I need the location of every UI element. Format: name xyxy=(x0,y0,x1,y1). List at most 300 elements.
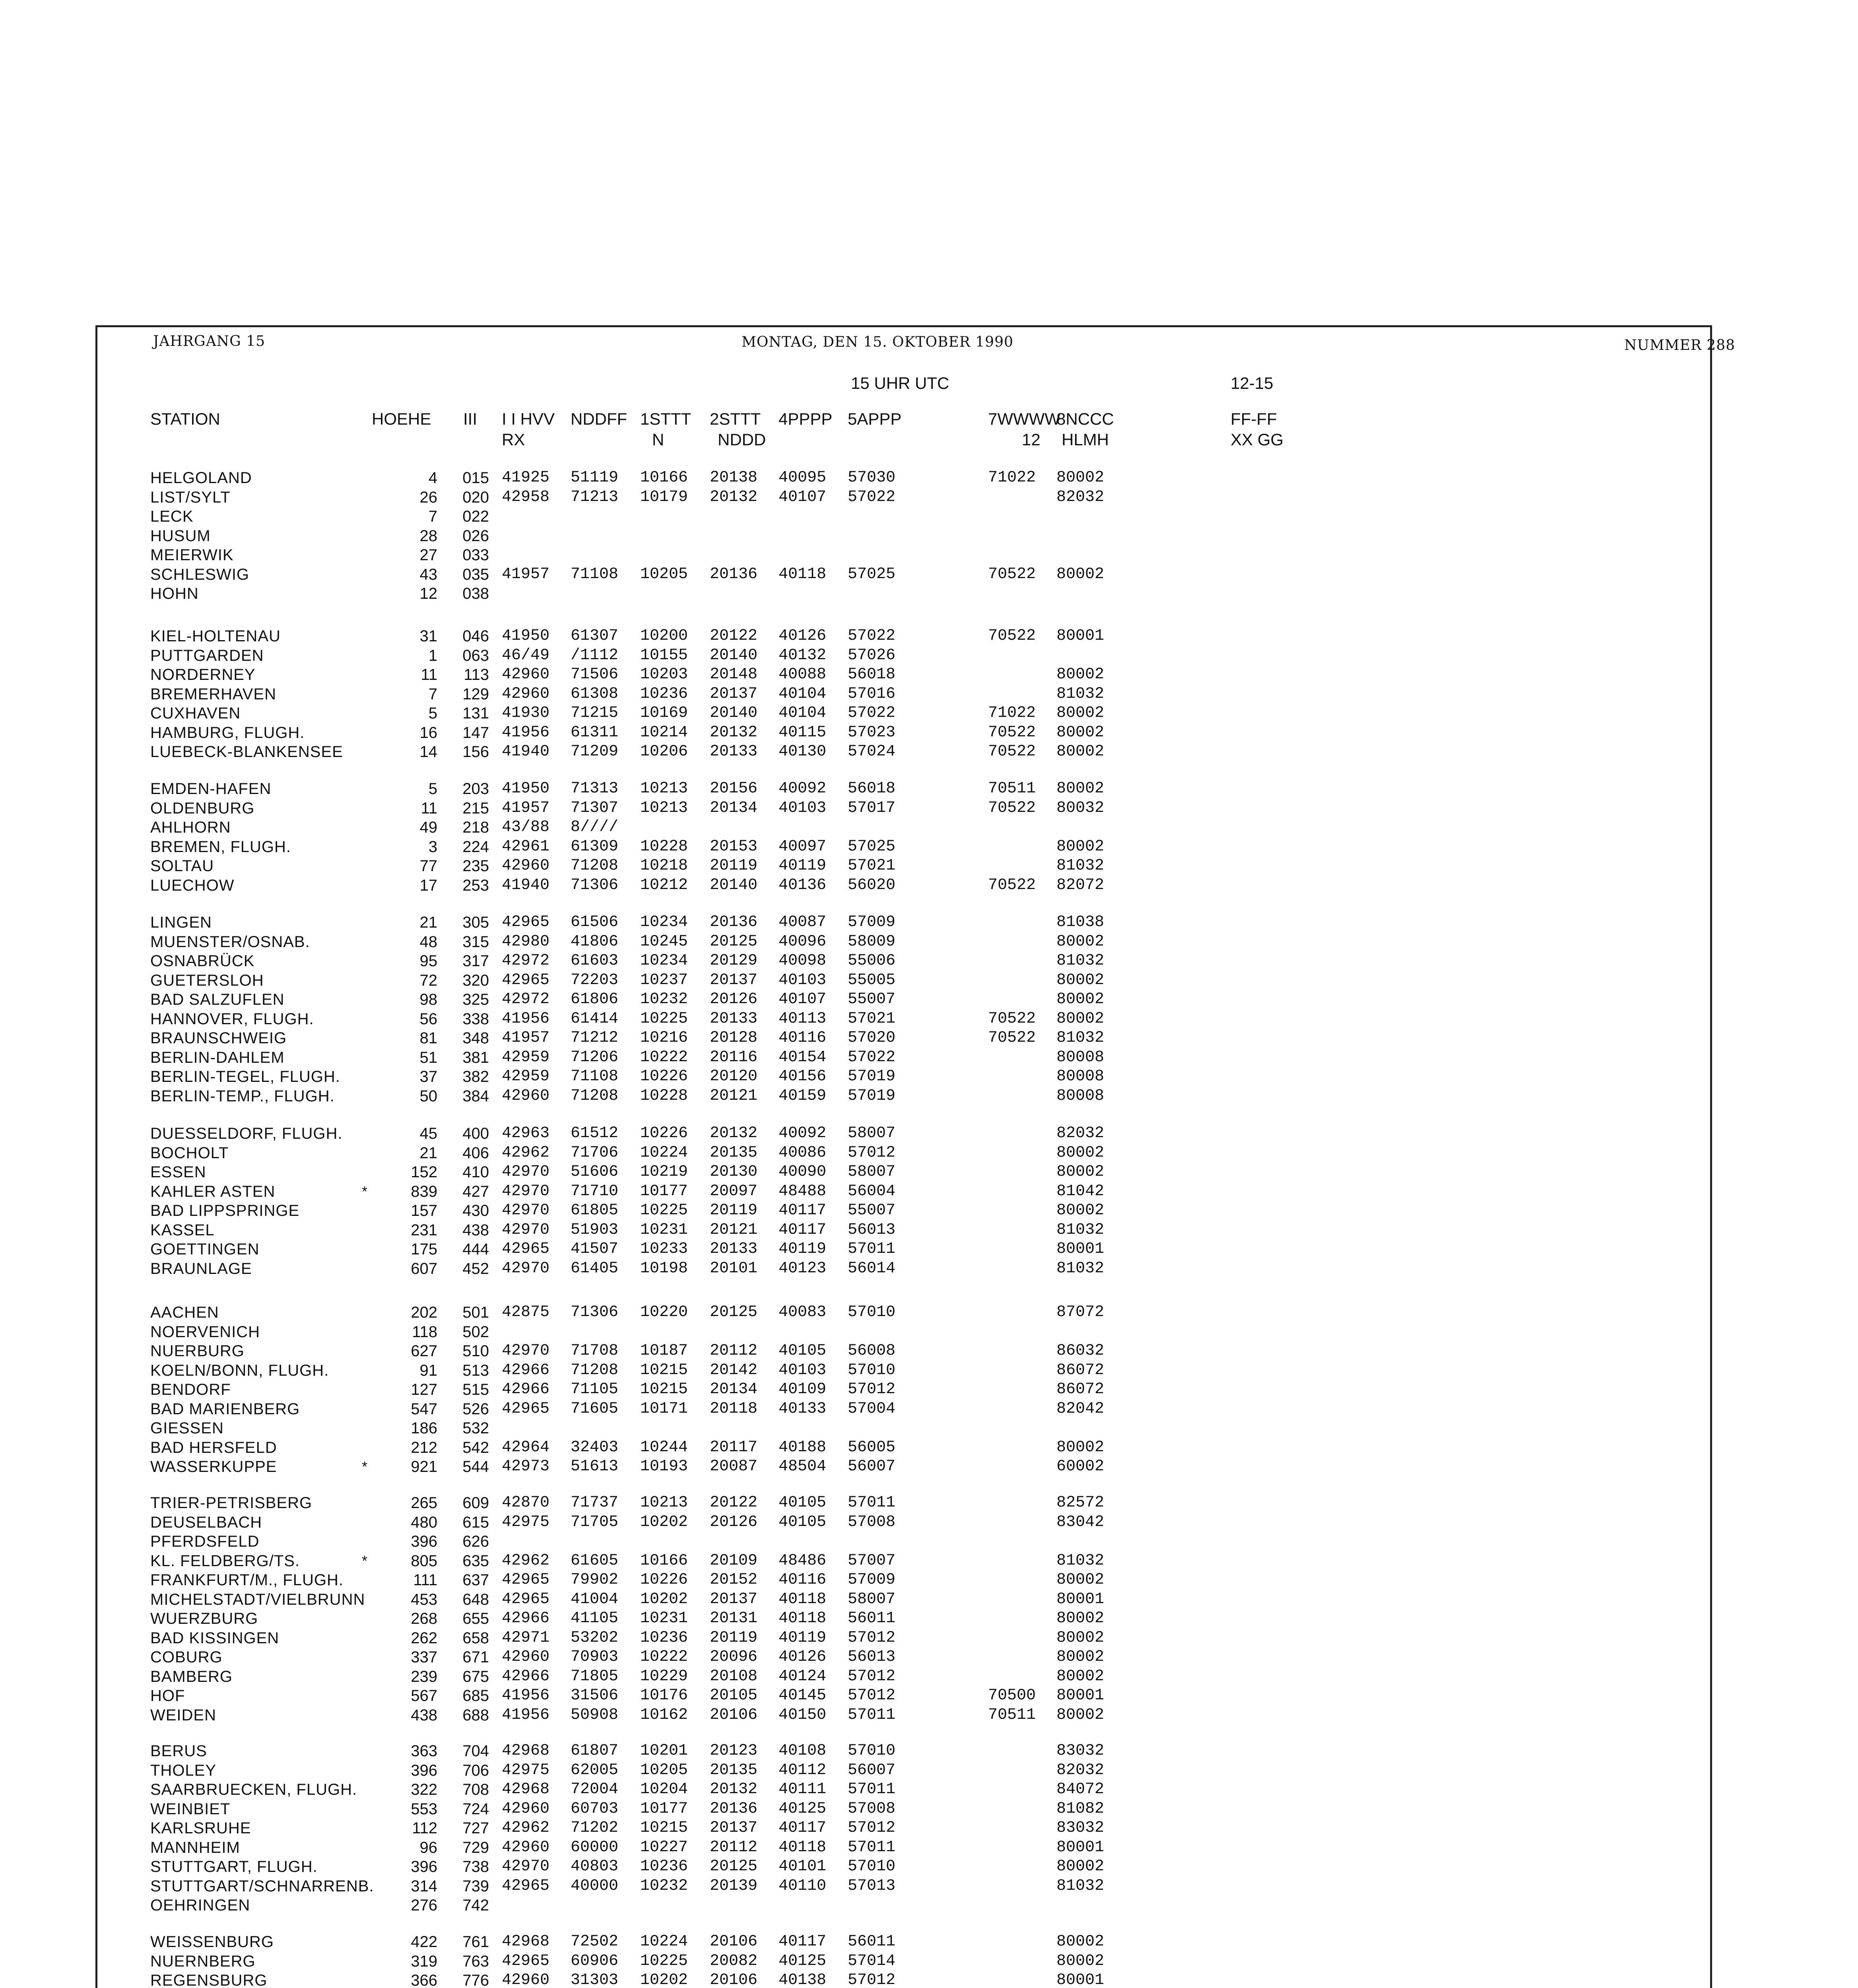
table-row xyxy=(0,1067,1858,1086)
group4: 20132 xyxy=(710,1124,758,1142)
group8: 86072 xyxy=(1056,1380,1105,1398)
station-id: 410 xyxy=(462,1163,489,1181)
range-label: 12-15 xyxy=(1231,374,1274,392)
group8: 83032 xyxy=(1056,1819,1105,1837)
group8: 80002 xyxy=(1056,1609,1105,1627)
station-name: LUEBECK-BLANKENSEE xyxy=(150,743,343,761)
station-height: 627 xyxy=(411,1342,437,1360)
group5: 40116 xyxy=(779,1029,827,1047)
table-row xyxy=(0,1932,1858,1951)
group3: 10227 xyxy=(640,1838,688,1856)
group8: 82032 xyxy=(1056,488,1105,506)
group2: 62005 xyxy=(571,1761,619,1779)
group6: 58007 xyxy=(848,1124,896,1142)
group3: 10228 xyxy=(640,1087,688,1105)
station-id: 063 xyxy=(462,646,489,664)
station-height: 31 xyxy=(419,627,437,645)
group5: 40116 xyxy=(779,1571,827,1589)
station-id: 320 xyxy=(462,971,489,989)
table-row xyxy=(0,1419,1858,1438)
group3: 10166 xyxy=(640,1551,688,1570)
group2: 61414 xyxy=(571,1010,619,1028)
table-row xyxy=(0,799,1858,818)
group8: 81032 xyxy=(1056,1221,1105,1239)
group1: 42870 xyxy=(502,1494,550,1512)
station-id: 615 xyxy=(462,1513,489,1531)
station-name: OSNABRÜCK xyxy=(150,952,255,970)
group3: 10201 xyxy=(640,1742,688,1760)
station-id: 235 xyxy=(462,857,489,875)
group1: 42960 xyxy=(502,1838,550,1856)
station-name: COBURG xyxy=(150,1648,223,1666)
group4: 20137 xyxy=(710,685,758,703)
group6: 56007 xyxy=(848,1761,896,1779)
group6: 57019 xyxy=(848,1087,896,1105)
station-id: 026 xyxy=(462,527,489,545)
table-row xyxy=(0,1838,1858,1857)
group2: 51903 xyxy=(571,1221,619,1239)
group8: 80008 xyxy=(1056,1087,1105,1105)
group1: 42968 xyxy=(502,1742,550,1760)
group5: 48504 xyxy=(779,1458,827,1475)
group1: 41956 xyxy=(502,1687,550,1705)
table-row xyxy=(0,1896,1858,1915)
group7: 70522 xyxy=(988,1029,1036,1047)
group3: 10213 xyxy=(640,1494,688,1512)
group4: 20128 xyxy=(710,1029,758,1047)
group6: 57011 xyxy=(848,1706,896,1724)
group4: 20106 xyxy=(710,1971,758,1988)
station-height: 72 xyxy=(419,971,437,989)
group6: 57021 xyxy=(848,857,896,875)
station-height: 319 xyxy=(411,1952,437,1970)
station-height: 202 xyxy=(411,1304,437,1321)
station-name: AACHEN xyxy=(150,1304,219,1321)
group6: 56011 xyxy=(848,1609,896,1627)
group2: 61405 xyxy=(571,1259,619,1277)
station-name: HUSUM xyxy=(150,527,211,545)
group3: 10198 xyxy=(640,1259,688,1277)
station-id: 637 xyxy=(462,1571,489,1589)
station-name: BAD HERSFELD xyxy=(150,1439,277,1456)
group2: 50908 xyxy=(571,1706,619,1724)
group5: 48488 xyxy=(779,1182,827,1200)
station-id: 452 xyxy=(462,1260,489,1277)
group1: 42980 xyxy=(502,932,550,951)
group7: 71022 xyxy=(988,469,1036,487)
group3: 10233 xyxy=(640,1240,688,1258)
group3: 10231 xyxy=(640,1221,688,1239)
station-name: MEIERWIK xyxy=(150,546,234,564)
group5: 40145 xyxy=(779,1687,827,1705)
group8: 80002 xyxy=(1056,1629,1105,1647)
station-id: 502 xyxy=(462,1323,489,1341)
group2: 70903 xyxy=(571,1648,619,1666)
group8: 80002 xyxy=(1056,1571,1105,1589)
station-id: 325 xyxy=(462,991,489,1008)
group2: 60906 xyxy=(571,1952,619,1970)
group5: 40119 xyxy=(779,1240,827,1258)
group8: 84072 xyxy=(1056,1780,1105,1798)
group3: 10216 xyxy=(640,1029,688,1047)
table-row xyxy=(0,646,1858,665)
group5: 40101 xyxy=(779,1858,827,1875)
station-name: NORDERNEY xyxy=(150,666,256,683)
station-name: LIST/SYLT xyxy=(150,488,231,506)
group4: 20140 xyxy=(710,876,758,894)
station-height: 12 xyxy=(419,585,437,602)
group4: 20137 xyxy=(710,971,758,989)
station-name: ESSEN xyxy=(150,1163,206,1181)
station-id: 015 xyxy=(462,469,489,487)
group3: 10224 xyxy=(640,1933,688,1951)
group1: 42959 xyxy=(502,1068,550,1085)
station-id: 348 xyxy=(462,1029,489,1047)
group2: 41105 xyxy=(571,1609,619,1627)
group2: 61311 xyxy=(571,723,619,742)
group3: 10171 xyxy=(640,1400,688,1418)
station-name: BENDORF xyxy=(150,1381,231,1398)
group2: 40000 xyxy=(571,1877,619,1895)
table-row xyxy=(0,1551,1858,1571)
station-name: GOETTINGEN xyxy=(150,1241,260,1258)
group1: 42963 xyxy=(502,1124,550,1142)
station-name: EMDEN-HAFEN xyxy=(150,780,272,798)
table-row xyxy=(0,1322,1858,1342)
group5: 40105 xyxy=(779,1494,827,1512)
group3: 10215 xyxy=(640,1361,688,1379)
group2: 60703 xyxy=(571,1800,619,1818)
group5: 40104 xyxy=(779,704,827,722)
group2: 71208 xyxy=(571,1087,619,1105)
station-name: BAD KISSINGEN xyxy=(150,1629,280,1647)
table-row xyxy=(0,1877,1858,1896)
group1: 42960 xyxy=(502,666,550,683)
group4: 20131 xyxy=(710,1609,758,1627)
group3: 10225 xyxy=(640,1010,688,1028)
station-name: KOELN/BONN, FLUGH. xyxy=(150,1361,329,1379)
group1: 42964 xyxy=(502,1438,550,1456)
table-row xyxy=(0,1857,1858,1876)
group8: 80002 xyxy=(1056,1143,1105,1162)
group3: 10228 xyxy=(640,837,688,856)
group8: 80002 xyxy=(1056,1952,1105,1970)
group2: 71306 xyxy=(571,1303,619,1321)
group5: 40109 xyxy=(779,1380,827,1398)
table-row xyxy=(0,1221,1858,1240)
group3: 10222 xyxy=(640,1048,688,1066)
station-id: 655 xyxy=(462,1610,489,1627)
group4: 20122 xyxy=(710,627,758,645)
group2: 71206 xyxy=(571,1048,619,1066)
group3: 10236 xyxy=(640,685,688,703)
station-id: 400 xyxy=(462,1125,489,1142)
station-id: 739 xyxy=(462,1877,489,1895)
group8: 80001 xyxy=(1056,1240,1105,1258)
table-row xyxy=(0,1400,1858,1419)
station-id: 515 xyxy=(462,1381,489,1398)
group1: 42965 xyxy=(502,1571,550,1589)
group2: 71708 xyxy=(571,1342,619,1360)
group8: 86072 xyxy=(1056,1361,1105,1379)
station-id: 147 xyxy=(462,724,489,742)
group1: 42965 xyxy=(502,1400,550,1418)
station-name: BRAUNSCHWEIG xyxy=(150,1029,287,1047)
group3: 10187 xyxy=(640,1342,688,1360)
table-row xyxy=(0,1800,1858,1819)
group4: 20132 xyxy=(710,488,758,506)
table-row xyxy=(0,627,1858,646)
group4: 20119 xyxy=(710,1202,758,1219)
group4: 20148 xyxy=(710,666,758,683)
group1: 42965 xyxy=(502,1877,550,1895)
group6: 57010 xyxy=(848,1361,896,1379)
table-row xyxy=(0,1259,1858,1278)
group2: 71506 xyxy=(571,666,619,683)
group3: 10177 xyxy=(640,1800,688,1818)
table-row xyxy=(0,932,1858,951)
group6: 57009 xyxy=(848,913,896,931)
group3: 10215 xyxy=(640,1819,688,1837)
table-row xyxy=(0,1629,1858,1648)
group2: 71215 xyxy=(571,704,619,722)
group3: 10177 xyxy=(640,1182,688,1200)
group5: 40083 xyxy=(779,1303,827,1321)
station-id: 035 xyxy=(462,565,489,583)
group8: 81038 xyxy=(1056,913,1105,931)
group1: 42959 xyxy=(502,1048,550,1066)
group2: 31303 xyxy=(571,1971,619,1988)
group3: 10237 xyxy=(640,971,688,989)
station-id: 635 xyxy=(462,1552,489,1570)
station-name: LUECHOW xyxy=(150,876,235,894)
station-name: GIESSEN xyxy=(150,1419,224,1437)
group5: 40096 xyxy=(779,932,827,951)
group2: 72502 xyxy=(571,1933,619,1951)
group2: 79902 xyxy=(571,1571,619,1589)
group2: 71605 xyxy=(571,1400,619,1418)
group7: 71022 xyxy=(988,704,1036,722)
group3: 10222 xyxy=(640,1648,688,1666)
station-height: 95 xyxy=(419,952,437,970)
group2: 71208 xyxy=(571,1361,619,1379)
group6: 57017 xyxy=(848,799,896,817)
station-id: 215 xyxy=(462,799,489,817)
group8: 80002 xyxy=(1056,837,1105,856)
station-id: 317 xyxy=(462,952,489,970)
group3: 10218 xyxy=(640,857,688,875)
group7: 70522 xyxy=(988,876,1036,894)
group4: 20136 xyxy=(710,913,758,931)
group2: 61806 xyxy=(571,990,619,1008)
group8: 83042 xyxy=(1056,1513,1105,1531)
group2: 61603 xyxy=(571,952,619,970)
group4: 20156 xyxy=(710,780,758,798)
station-height: 56 xyxy=(419,1010,437,1028)
group6: 57019 xyxy=(848,1068,896,1085)
station-id: 727 xyxy=(462,1819,489,1837)
station-name: BRAUNLAGE xyxy=(150,1260,252,1277)
group1: 41950 xyxy=(502,780,550,798)
station-height: 51 xyxy=(419,1048,437,1066)
group5: 40110 xyxy=(779,1877,827,1895)
table-row xyxy=(0,818,1858,837)
group8: 80002 xyxy=(1056,1202,1105,1219)
group4: 20087 xyxy=(710,1458,758,1475)
group6: 56005 xyxy=(848,1438,896,1456)
group4: 20129 xyxy=(710,952,758,970)
table-row xyxy=(0,1780,1858,1799)
group8: 81082 xyxy=(1056,1800,1105,1818)
table-row xyxy=(0,990,1858,1009)
group8: 80002 xyxy=(1056,469,1105,487)
group6: 55007 xyxy=(848,1202,896,1219)
table-row xyxy=(0,1182,1858,1201)
group8: 80001 xyxy=(1056,1971,1105,1988)
station-id: 438 xyxy=(462,1221,489,1239)
group5: 40117 xyxy=(779,1221,827,1239)
station-name: BAD SALZUFLEN xyxy=(150,991,285,1008)
station-name: KAHLER ASTEN xyxy=(150,1182,276,1200)
group8: 81032 xyxy=(1056,857,1105,875)
group1: 41956 xyxy=(502,1010,550,1028)
station-name: PUTTGARDEN xyxy=(150,646,264,664)
group4: 20096 xyxy=(710,1648,758,1666)
group5: 40086 xyxy=(779,1143,827,1162)
station-name: NOERVENICH xyxy=(150,1323,260,1341)
col-hvv-sub: RX xyxy=(502,430,525,449)
station-name: SAARBRUECKEN, FLUGH. xyxy=(150,1781,357,1798)
group3: 10212 xyxy=(640,876,688,894)
station-height: 127 xyxy=(411,1381,437,1398)
group5: 40105 xyxy=(779,1513,827,1531)
group6: 57011 xyxy=(848,1494,896,1512)
table-row xyxy=(0,971,1858,990)
group4: 20123 xyxy=(710,1742,758,1760)
station-height: 453 xyxy=(411,1590,437,1608)
table-row xyxy=(0,1741,1858,1761)
group5: 40132 xyxy=(779,646,827,664)
station-height: 396 xyxy=(411,1761,437,1779)
group1: 42970 xyxy=(502,1221,550,1239)
table-row xyxy=(0,1952,1858,1971)
station-id: 544 xyxy=(462,1458,489,1475)
group5: 40117 xyxy=(779,1819,827,1837)
group5: 40188 xyxy=(779,1438,827,1456)
group2: 40803 xyxy=(571,1858,619,1875)
group1: 42960 xyxy=(502,857,550,875)
group6: 57007 xyxy=(848,1551,896,1570)
col-8nccc-sub: HLMH xyxy=(1062,430,1109,449)
station-height: 422 xyxy=(411,1933,437,1951)
station-name: KARLSRUHE xyxy=(150,1819,251,1837)
group3: 10206 xyxy=(640,743,688,761)
group4: 20136 xyxy=(710,565,758,583)
group5: 40119 xyxy=(779,857,827,875)
group8: 80002 xyxy=(1056,1010,1105,1028)
station-name: PFERDSFELD xyxy=(150,1533,260,1550)
station-name: HELGOLAND xyxy=(150,469,252,487)
group4: 20112 xyxy=(710,1342,758,1360)
group3: 10226 xyxy=(640,1124,688,1142)
station-height: 337 xyxy=(411,1648,437,1666)
col-5appp: 5APPP xyxy=(848,410,902,428)
station-name: NUERNBERG xyxy=(150,1952,256,1970)
group5: 40123 xyxy=(779,1259,827,1277)
group8: 82072 xyxy=(1056,876,1105,894)
group6: 57012 xyxy=(848,1971,896,1988)
group2: 61807 xyxy=(571,1742,619,1760)
station-height: 7 xyxy=(428,508,437,525)
group3: 10214 xyxy=(640,723,688,742)
group4: 20142 xyxy=(710,1361,758,1379)
group5: 40103 xyxy=(779,1361,827,1379)
group1: 42972 xyxy=(502,990,550,1008)
station-name: HOF xyxy=(150,1687,185,1705)
group1: 42970 xyxy=(502,1342,550,1360)
table-row xyxy=(0,685,1858,704)
station-name: HOHN xyxy=(150,585,199,602)
group6: 57013 xyxy=(848,1877,896,1895)
group3: 10231 xyxy=(640,1609,688,1627)
station-height: 26 xyxy=(419,488,437,506)
group4: 20125 xyxy=(710,1303,758,1321)
group4: 20133 xyxy=(710,1010,758,1028)
group5: 48486 xyxy=(779,1551,827,1570)
group5: 40087 xyxy=(779,913,827,931)
group5: 40092 xyxy=(779,780,827,798)
group6: 56020 xyxy=(848,876,896,894)
group2: 31506 xyxy=(571,1687,619,1705)
station-id: 704 xyxy=(462,1742,489,1760)
station-height: 396 xyxy=(411,1533,437,1550)
table-row xyxy=(0,1590,1858,1609)
group2: 61506 xyxy=(571,913,619,931)
station-height: 175 xyxy=(411,1241,437,1258)
table-row xyxy=(0,1971,1858,1988)
group8: 80002 xyxy=(1056,932,1105,951)
group4: 20105 xyxy=(710,1687,758,1705)
group1: 41956 xyxy=(502,1706,550,1724)
station-id: 688 xyxy=(462,1706,489,1724)
station-id: 384 xyxy=(462,1087,489,1105)
group8: 80032 xyxy=(1056,799,1105,817)
group2: 71108 xyxy=(571,1068,619,1085)
station-id: 685 xyxy=(462,1687,489,1705)
group7: 70511 xyxy=(988,780,1036,798)
time-label: 15 UHR UTC xyxy=(851,374,949,392)
group6: 57024 xyxy=(848,743,896,761)
header-volume: JAHRGANG 15 xyxy=(153,333,266,349)
group4: 20137 xyxy=(710,1819,758,1837)
group2: 32403 xyxy=(571,1438,619,1456)
group3: 10244 xyxy=(640,1438,688,1456)
group3: 10176 xyxy=(640,1687,688,1705)
station-height: 50 xyxy=(419,1087,437,1105)
group2: 72203 xyxy=(571,971,619,989)
table-row xyxy=(0,1761,1858,1780)
group2: 53202 xyxy=(571,1629,619,1647)
table-row xyxy=(0,1819,1858,1838)
group6: 57011 xyxy=(848,1838,896,1856)
group5: 40105 xyxy=(779,1342,827,1360)
station-name: NUERBURG xyxy=(150,1342,245,1360)
group5: 40113 xyxy=(779,1010,827,1028)
station-height: 314 xyxy=(411,1877,437,1895)
group2: 61605 xyxy=(571,1551,619,1570)
group8: 81042 xyxy=(1056,1182,1105,1200)
station-id: 501 xyxy=(462,1304,489,1321)
